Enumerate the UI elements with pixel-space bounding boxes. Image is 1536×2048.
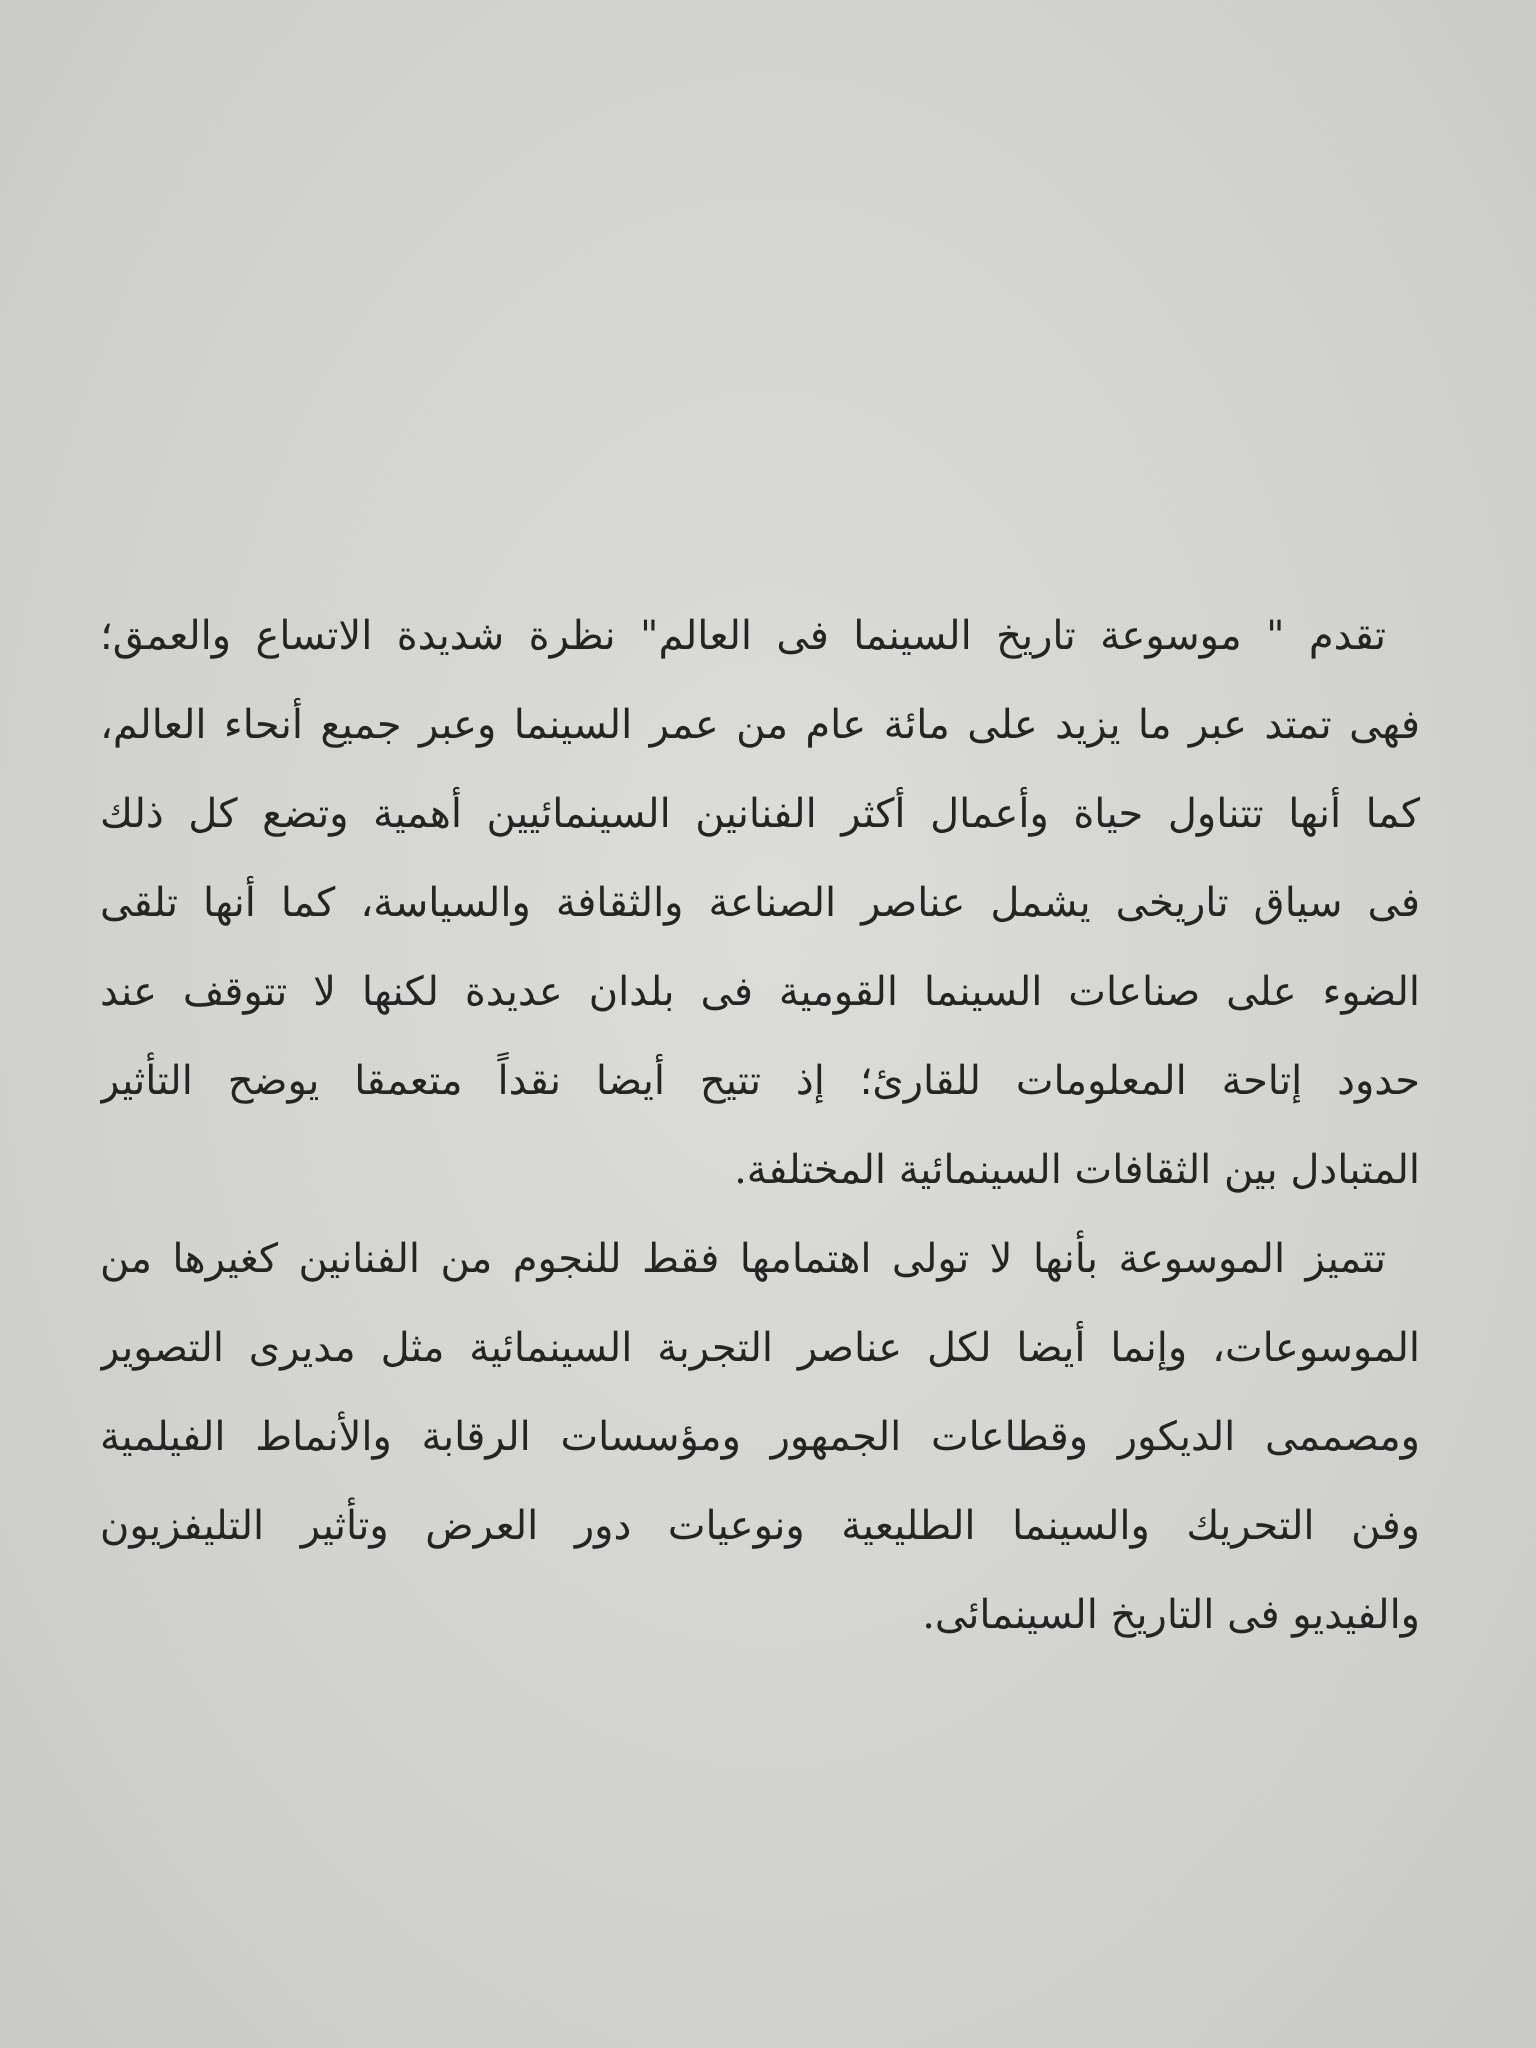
- text-line: المتبادل بين الثقافات السينمائية المختلفة.: [734, 1147, 1420, 1193]
- text-line: تقدم " موسوعة تاريخ السينما فى العالم" نظرة شديدة الاتساع والعمق؛: [100, 613, 1386, 659]
- text-line: الضوء على صناعات السينما القومية فى بلدان عديدة لكنها لا تتوقف عند: [100, 969, 1420, 1015]
- body-text: [100, 592, 1420, 1660]
- text-line: الموسوعات، وإنما أيضا لكل عناصر التجربة السينمائية مثل مديرى التصوير: [100, 1325, 1420, 1371]
- text-line: حدود إتاحة المعلومات للقارئ؛ إذ تتيح أيضا نقداً متعمقا يوضح التأثير: [100, 1058, 1420, 1104]
- text-line: فهى تمتد عبر ما يزيد على مائة عام من عمر السينما وعبر جميع أنحاء العالم،: [100, 702, 1420, 748]
- paragraph-2: [100, 1215, 1420, 1660]
- text-line: ومصممى الديكور وقطاعات الجمهور ومؤسسات الرقابة والأنماط الفيلمية: [100, 1414, 1420, 1460]
- text-line: كما أنها تتناول حياة وأعمال أكثر الفنانين السينمائيين أهمية وتضع كل ذلك: [100, 791, 1420, 837]
- text-line: تتميز الموسوعة بأنها لا تولى اهتمامها فقط للنجوم من الفنانين كغيرها من: [100, 1236, 1386, 1282]
- paragraph-1: [100, 592, 1420, 1215]
- text-line: فى سياق تاريخى يشمل عناصر الصناعة والثقافة والسياسة، كما أنها تلقى: [100, 880, 1420, 926]
- text-line: وفن التحريك والسينما الطليعية ونوعيات دور العرض وتأثير التليفزيون: [100, 1503, 1420, 1549]
- text-line: والفيديو فى التاريخ السينمائى.: [922, 1592, 1420, 1638]
